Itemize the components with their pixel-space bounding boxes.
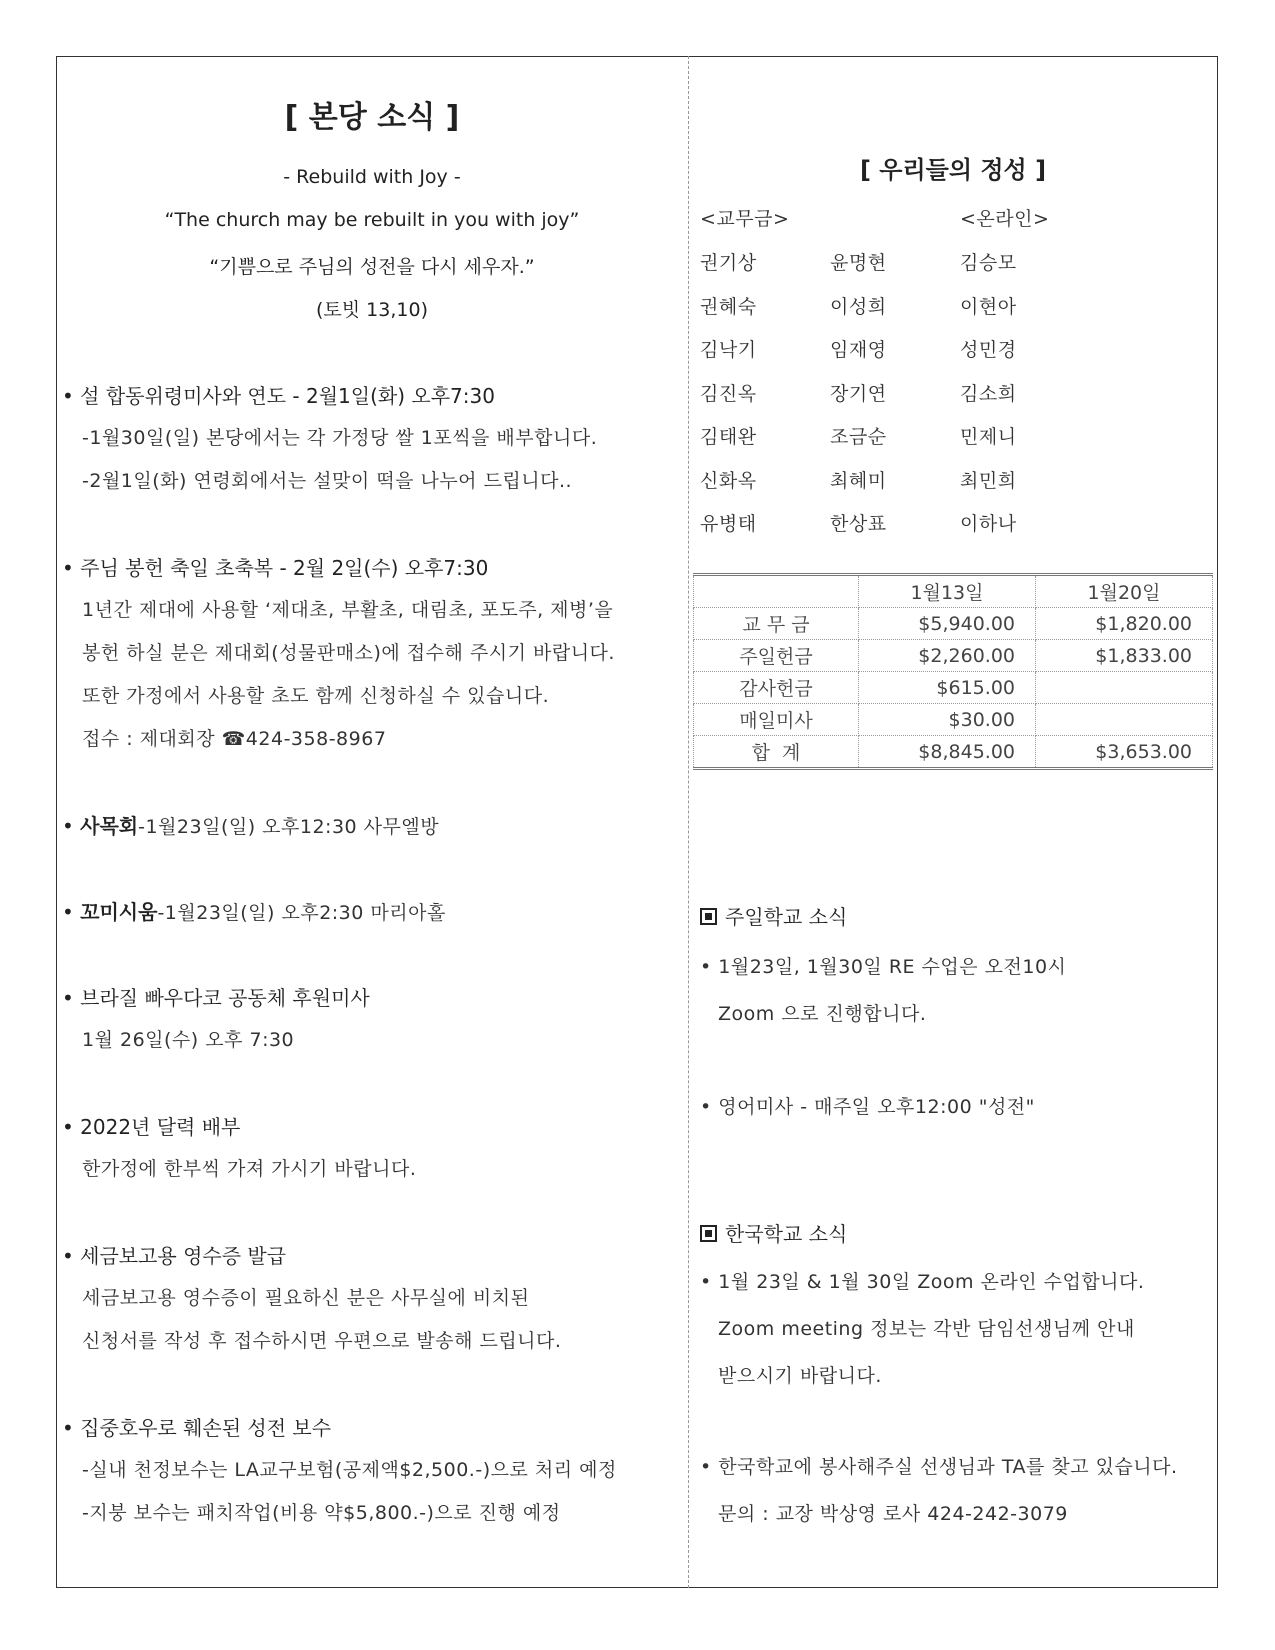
news-item-heading: • 꼬미시움-1월23일(일) 오후2:30 마리아홀 bbox=[62, 900, 446, 924]
column-divider bbox=[688, 56, 689, 1588]
tithe-heading: <교무금> bbox=[700, 208, 790, 230]
donor-name: 장기연 bbox=[830, 382, 887, 405]
news-item-line: 접수 : 제대회장 ☎424-358-8967 bbox=[82, 728, 387, 750]
news-item-line: -실내 천정보수는 LA교구보험(공제액$2,500.-)으로 처리 예정 bbox=[82, 1459, 617, 1481]
table-cell: 감사헌금 bbox=[694, 672, 859, 704]
korean-school-line: • 1월 23일 & 1월 30일 Zoom 온라인 수업합니다. bbox=[700, 1271, 1145, 1293]
korean-school-line: 받으시기 바랍니다. bbox=[718, 1365, 882, 1387]
donor-name: 최혜미 bbox=[830, 469, 887, 492]
motto-line: “기쁨으로 주님의 성전을 다시 세우자.” bbox=[209, 256, 535, 278]
table-header-cell bbox=[694, 575, 859, 608]
news-item-heading: • 사목회-1월23일(일) 오후12:30 사무엘방 bbox=[62, 814, 440, 838]
table-cell bbox=[1036, 704, 1213, 736]
donor-name: 김태완 bbox=[700, 426, 757, 448]
donor-name: 민제니 bbox=[960, 426, 1017, 448]
table-cell: $5,940.00 bbox=[859, 608, 1036, 640]
table-cell: $1,833.00 bbox=[1036, 640, 1213, 672]
table-cell: $8,845.00 bbox=[859, 736, 1036, 769]
table-cell: $3,653.00 bbox=[1036, 736, 1213, 769]
donor-name: 최민희 bbox=[960, 469, 1017, 492]
news-item-line: 봉헌 하실 분은 제대회(성물판매소)에 접수해 주시기 바랍니다. bbox=[82, 642, 615, 664]
table-row bbox=[694, 640, 1213, 672]
donor-name: 한상표 bbox=[830, 513, 887, 535]
english-mass-line: • 영어미사 - 매주일 오후12:00 "성전" bbox=[700, 1096, 1035, 1118]
news-item-line: 세금보고용 영수증이 필요하신 분은 사무실에 비치된 bbox=[82, 1287, 530, 1309]
online-heading: <온라인> bbox=[960, 208, 1050, 230]
parish-news-title: [ 본당 소식 ] bbox=[284, 100, 460, 135]
donor-name: 유병태 bbox=[700, 513, 757, 535]
table-header-cell: 1월20일 bbox=[1036, 575, 1213, 608]
sunday-school-line: • 1월23일, 1월30일 RE 수업은 오전10시 bbox=[700, 956, 1067, 978]
square-bullet-icon bbox=[700, 1225, 717, 1242]
news-item-heading: • 집중호우로 훼손된 성전 보수 bbox=[62, 1416, 332, 1440]
news-item-heading: • 설 합동위령미사와 연도 - 2월1일(화) 오후7:30 bbox=[62, 384, 495, 408]
news-item-line: -1월30일(일) 본당에서는 각 가정당 쌀 1포씩을 배부합니다. bbox=[82, 427, 598, 449]
donor-name: 이하나 bbox=[960, 513, 1017, 535]
news-item-line: 신청서를 작성 후 접수하시면 우편으로 발송해 드립니다. bbox=[82, 1330, 562, 1352]
donor-name: 이현아 bbox=[960, 295, 1017, 318]
sunday-school-line: Zoom 으로 진행합니다. bbox=[718, 1003, 927, 1025]
news-item-line: -지붕 보수는 패치작업(비용 약$5,800.-)으로 진행 예정 bbox=[82, 1502, 561, 1524]
donor-name: 성민경 bbox=[960, 339, 1017, 361]
sunday-school-heading: 주일학교 소식 bbox=[700, 901, 847, 930]
table-cell: 합 계 bbox=[694, 736, 859, 769]
donor-name: 김소희 bbox=[960, 382, 1017, 405]
news-item-line: 1월 26일(수) 오후 7:30 bbox=[82, 1029, 295, 1051]
table-row bbox=[694, 736, 1213, 769]
donor-name: 신화옥 bbox=[700, 469, 757, 492]
news-item-line: -2월1일(화) 연령회에서는 설맞이 떡을 나누어 드립니다.. bbox=[82, 470, 573, 492]
korean-school-line: Zoom meeting 정보는 각반 담임선생님께 안내 bbox=[718, 1318, 1135, 1340]
table-cell: 주일헌금 bbox=[694, 640, 859, 672]
table-cell bbox=[1036, 672, 1213, 704]
news-item-heading: • 주님 봉헌 축일 초축복 - 2월 2일(수) 오후7:30 bbox=[62, 556, 489, 580]
table-cell: 매일미사 bbox=[694, 704, 859, 736]
donor-name: 김진옥 bbox=[700, 382, 757, 405]
table-header-row bbox=[694, 575, 1213, 608]
news-item-line: 또한 가정에서 사용할 초도 함께 신청하실 수 있습니다. bbox=[82, 685, 550, 707]
offering-table bbox=[693, 573, 1213, 770]
korean-school-contact: 문의 : 교장 박상영 로사 424-242-3079 bbox=[718, 1503, 1068, 1525]
motto-line: “The church may be rebuilt in you with joy” bbox=[164, 209, 580, 231]
table-cell: $30.00 bbox=[859, 704, 1036, 736]
donor-name: 이성희 bbox=[830, 295, 887, 318]
korean-school-heading: 한국학교 소식 bbox=[700, 1218, 847, 1247]
offering-title: [ 우리들의 정성 ] bbox=[859, 156, 1047, 184]
table-cell: $615.00 bbox=[859, 672, 1036, 704]
table-row bbox=[694, 704, 1213, 736]
table-cell: $2,260.00 bbox=[859, 640, 1036, 672]
news-item-line: 한가정에 한부씩 가져 가시기 바랍니다. bbox=[82, 1158, 417, 1180]
table-cell: $1,820.00 bbox=[1036, 608, 1213, 640]
square-bullet-icon bbox=[700, 908, 717, 925]
table-row bbox=[694, 672, 1213, 704]
motto-line: - Rebuild with Joy - bbox=[283, 166, 461, 188]
donor-name: 윤명현 bbox=[830, 252, 887, 274]
donor-name: 김승모 bbox=[960, 252, 1017, 274]
donor-name: 김낙기 bbox=[700, 339, 757, 361]
table-row bbox=[694, 608, 1213, 640]
korean-school-notice: • 한국학교에 봉사해주실 선생님과 TA를 찾고 있습니다. bbox=[700, 1456, 1178, 1478]
donor-name: 권기상 bbox=[700, 252, 757, 274]
table-cell: 교 무 금 bbox=[694, 608, 859, 640]
news-item-line: 1년간 제대에 사용할 ‘제대초, 부활초, 대림초, 포도주, 제병’을 bbox=[82, 599, 614, 621]
donor-name: 조금순 bbox=[830, 426, 887, 448]
news-item-heading: • 브라질 빠우다코 공동체 후원미사 bbox=[62, 986, 370, 1010]
news-item-heading: • 세금보고용 영수증 발급 bbox=[62, 1244, 287, 1268]
table-header-cell: 1월13일 bbox=[859, 575, 1036, 608]
motto-line: (토빗 13,10) bbox=[316, 299, 428, 321]
donor-name: 권혜숙 bbox=[700, 295, 757, 318]
donor-name: 임재영 bbox=[830, 339, 887, 361]
news-item-heading: • 2022년 달력 배부 bbox=[62, 1115, 241, 1139]
